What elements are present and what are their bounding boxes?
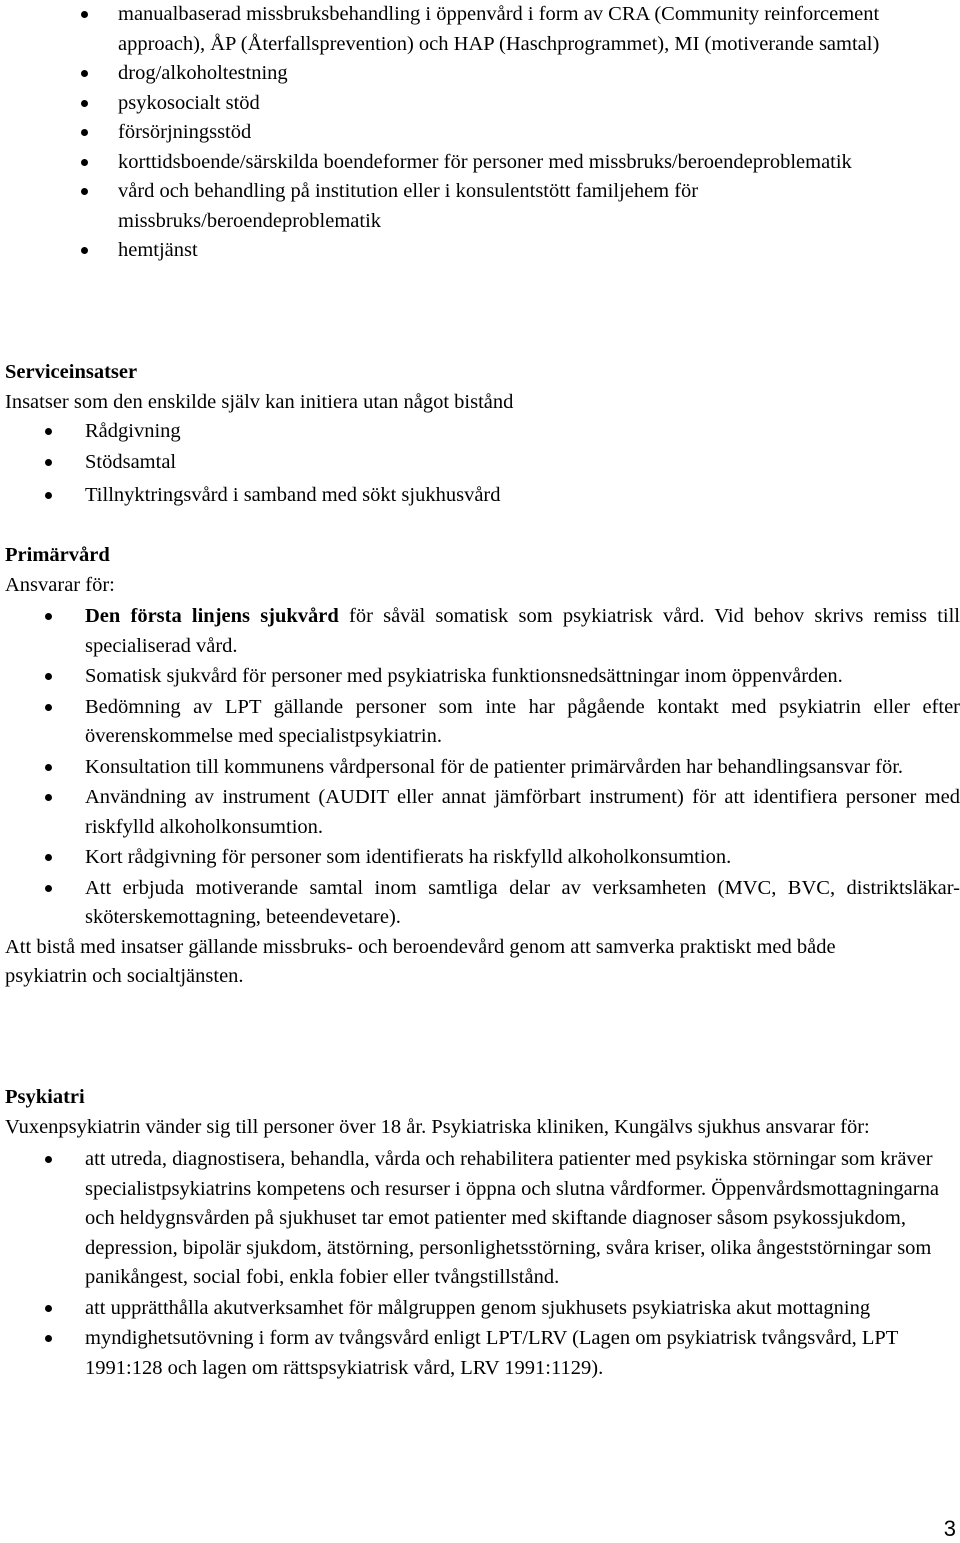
list-item: Rådgivning — [85, 417, 960, 447]
list-item: Konsultation till kommunens vårdpersonal för de patienter primärvården har behandlingsansvar för. — [85, 753, 960, 783]
list-item: Kort rådgivning för personer som identifierats ha riskfylld alkoholkonsumtion. — [85, 843, 960, 873]
page-number: 3 — [943, 1516, 956, 1541]
list-item: Bedömning av LPT gällande personer som inte har pågående kontakt med psykiatrin eller efter överenskommelse med specialistpsykiatrin. — [85, 693, 960, 752]
service-list — [5, 417, 960, 511]
list-item: Att erbjuda motiverande samtal inom samtliga delar av verksamheten (MVC, BVC, distriktsläkar-sköterskemottagning, beteendevetare). — [85, 874, 960, 933]
section-intro: Insatser som den enskilde själv kan initiera utan något bistånd — [5, 390, 514, 413]
list-item: drog/alkoholtestning — [118, 59, 918, 89]
primary-section — [5, 541, 960, 992]
bold-phrase: Den första linjens sjukvård — [85, 605, 339, 627]
psych-list — [5, 1145, 960, 1383]
list-item: psykosocialt stöd — [118, 89, 918, 119]
section-heading: Primärvård — [5, 544, 110, 566]
item-text: för såväl somatisk som psykiatrisk vård. Vid behov skrivs remiss till specialiserad vård. — [85, 605, 960, 657]
list-item: att upprätthålla akutverksamhet för målgruppen genom sjukhusets psykiatriska akut mottagning — [85, 1294, 940, 1324]
list-item: myndighetsutövning i form av tvångsvård enligt LPT/LRV (Lagen om psykiatrisk tvångsvård, LPT 1991:128 och lagen om rättspsykiatrisk vård, LRV 1991:1129). — [85, 1324, 940, 1383]
list-item: korttidsboende/särskilda boendeformer för personer med missbruks/beroendeproblematik — [118, 148, 918, 178]
list-item: Stödsamtal — [85, 448, 960, 478]
list-item: Tillnyktringsvård i samband med sökt sjukhusvård — [85, 481, 960, 511]
list-item: hemtjänst — [118, 236, 918, 266]
section-heading: Psykiatri — [5, 1086, 85, 1108]
section-intro: Ansvarar för: — [5, 573, 115, 596]
primary-list — [5, 602, 960, 933]
list-item — [85, 602, 960, 661]
section-intro: Vuxenpsykiatrin vänder sig till personer över 18 år. Psykiatriska kliniken, Kungälvs sjukhus ansvarar för: — [5, 1115, 870, 1138]
psych-section — [5, 1083, 960, 1383]
list-item: försörjningsstöd — [118, 118, 918, 148]
list-item: vård och behandling på institution eller i konsulentstött familjehem för missbruks/beroendeproblematik — [118, 177, 918, 236]
insats-list — [118, 0, 918, 266]
list-item: Användning av instrument (AUDIT eller annat jämförbart instrument) för att identifiera personer med riskfylld alkoholkonsumtion. — [85, 783, 960, 842]
section-heading: Serviceinsatser — [5, 361, 138, 383]
list-item: Somatisk sjukvård för personer med psykiatriska funktionsnedsättningar inom öppenvården. — [85, 662, 960, 692]
closing-paragraph: Att bistå med insatser gällande missbruks- och beroendevård genom att samverka praktiskt med både psykiatrin och socialtjänsten. — [5, 935, 836, 987]
list-item: manualbaserad missbruksbehandling i öppenvård i form av CRA (Community reinforcement approach), ÅP (Återfallsprevention) och HAP (Haschprogrammet), MI (motiverande samtal) — [118, 0, 918, 59]
list-item: att utreda, diagnostisera, behandla, vårda och rehabilitera patienter med psykiska störningar som kräver specialistpsykiatrins kompetens och resurser i öppna och slutna vårdformer. Öppenvårdsmottagningarna och heldygnsvården på sjukhuset tar emot patienter med skiftande diagnoser såsom psykossjukdom, depression, bipolär sjukdom, ätstörning, personlighetsstörning, svåra kriser, olika ångeststörningar som panikångest, social fobi, enkla fobier eller tvångstillstånd. — [85, 1145, 940, 1293]
service-section — [5, 358, 960, 511]
